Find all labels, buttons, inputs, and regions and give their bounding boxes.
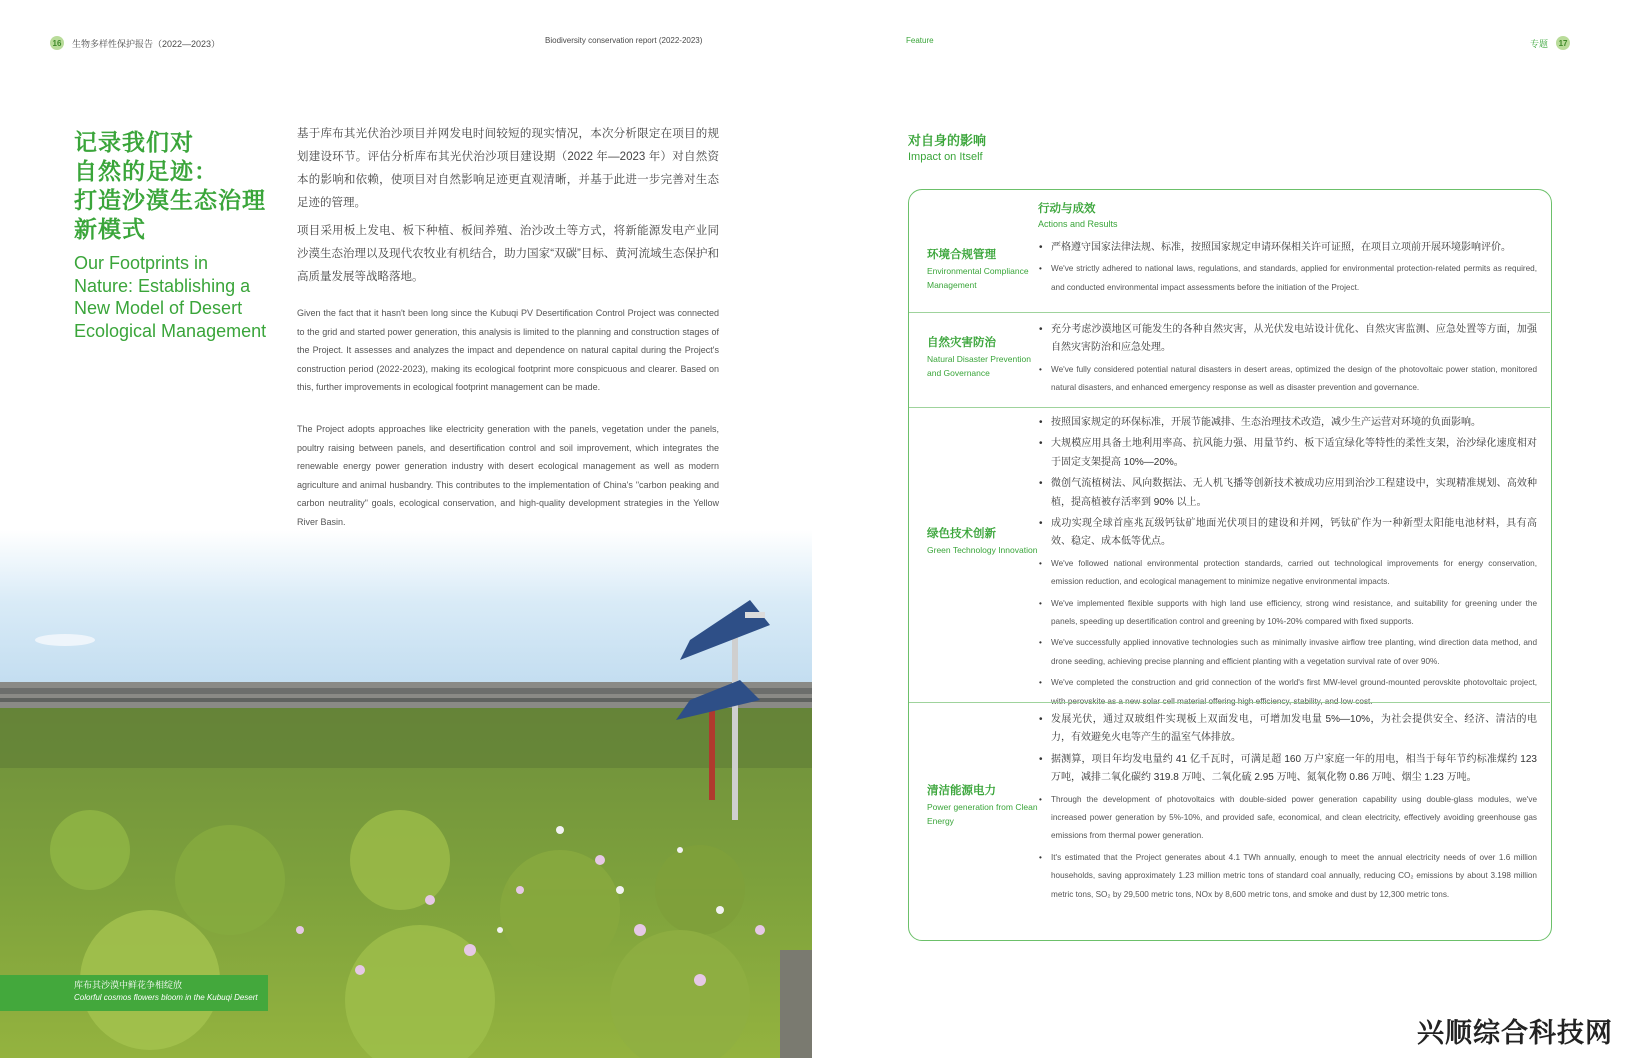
section-label-cn: 自然灾害防治 — [927, 337, 996, 349]
bullet-list — [1039, 414, 1537, 714]
impact-title-cn: 对自身的影响 — [908, 133, 987, 148]
list-item: • We've implemented flexible supports with high land use efficiency, strong wind resistance, and suitability for greening under the panels, speeding up desertification control and greening by 10%-20% compared with fixed supports. — [1039, 595, 1537, 632]
caption-en: Colorful cosmos flowers bloom in the Kubuqi Desert — [74, 993, 258, 1002]
site-watermark: 兴顺综合科技网 — [1417, 1018, 1613, 1048]
box-header-cn: 行动与成效 — [1038, 203, 1096, 215]
box-header — [1038, 200, 1118, 229]
paragraph-cn-2: 项目采用板上发电、板下种植、板间养殖、治沙改土等方式，将新能源发电产业同沙漠生态治理以及现代农牧业有机结合，助力国家“双碳”目标、黄河流域生态保护和高质量发展等战略落地。 — [297, 225, 719, 283]
section-label-cn: 清洁能源电力 — [927, 785, 996, 797]
feature-label-cn: 专题 — [1530, 38, 1549, 49]
section-environmental-compliance — [909, 235, 1550, 305]
section-label-en: Green Technology Innovation — [927, 545, 1038, 555]
title-en-line: New Model of Desert — [74, 298, 243, 318]
section-label — [927, 783, 1039, 828]
list-item: • We've followed national environmental protection standards, carried out technological improvements for energy conservation, emission reduction, and ecological management to minimize negative environmental impacts. — [1039, 555, 1537, 592]
title-cn-line: 记录我们对 — [74, 129, 194, 155]
section-label-en: Natural Disaster Prevention and Governance — [927, 354, 1031, 378]
feature-label: Feature — [906, 36, 934, 45]
list-item: • We've fully considered potential natural disasters in desert areas, optimized the design of the photovoltaic power station, monitored natural disasters, and enhanced emergency response as well as disaster prevention and governance. — [1039, 361, 1537, 398]
actions-results-box — [908, 189, 1552, 941]
list-item: • 大规模应用具备土地利用率高、抗风能力强、用量节约、板下适宜绿化等特性的柔性支架，治沙绿化速度相对于固定支架提高 10%—20%。 — [1039, 435, 1537, 472]
caption-cn: 库布其沙漠中鲜花争相绽放 — [74, 980, 183, 990]
paragraph-en-2: The Project adopts approaches like electricity generation with the panels, vegetation under the panels, poultry raising between panels, and desertification control and soil improvement, which integrates the renewable energy power generation industry with desert ecological management as well as modern agriculture and animal husbandry. This contributes to the implementation of China's "carbon peaking and carbon neutrality" goals, ecological conservation, and high-quality development strategies in the Yellow River Basin. — [297, 424, 719, 527]
right-page — [812, 0, 1625, 1058]
right-header — [1530, 36, 1570, 50]
list-item: • 据测算，项目年均发电量约 41 亿千瓦时，可满足超 160 万户家庭一年的用电，相当于每年节约标准煤约 123 万吨，减排二氧化碳约 319.8 万吨、二氧化硫 2.95 万吨、氮氧化物 0.86 万吨、烟尘 1.23 万吨。 — [1039, 751, 1537, 788]
title-en-line: Our Footprints in — [74, 253, 209, 273]
section-title-cn — [74, 128, 284, 244]
title-cn-line: 自然的足迹： — [74, 158, 218, 184]
paragraph-cn-1: 基于库布其光伏治沙项目并网发电时间较短的现实情况，本次分析限定在项目的规划建设环节。评估分析库布其光伏治沙项目建设期（2022 年—2023 年）对自然资本的影响和依赖，使项目对自然影响足迹更直观清晰，并基于此进一步完善对生态足迹的管理。 — [297, 128, 719, 209]
list-item: • We've strictly adhered to national laws, regulations, and standards, applied for environmental protection-related permits as required, and conducted environmental impact assessments before the initiation of the Project. — [1039, 260, 1537, 297]
list-item: • It's estimated that the Project generates about 4.1 TWh annually, enough to meet the annual electricity needs of over 1.6 million households, saving approximately 1.23 million metric tons of standard coal annually, reducing CO₂ emissions by about 3.198 million metric tons, SO₂ by 29,500 metric tons, NOx by 8,600 metric tons, and smoke and dust by 12,300 metric tons. — [1039, 849, 1537, 904]
page-number-left: 16 — [50, 36, 64, 50]
title-en-line: Ecological Management — [74, 320, 267, 341]
title-cn-line: 新模式 — [74, 216, 146, 242]
section-label — [927, 247, 1039, 292]
list-item: • 充分考虑沙漠地区可能发生的各种自然灾害，从光伏发电站设计优化、自然灾害监测、应急处置等方面，加强自然灾害防治和应急处理。 — [1039, 321, 1537, 358]
section-green-technology — [909, 407, 1550, 706]
page-number-right: 17 — [1556, 36, 1570, 50]
list-item: • We've successfully applied innovative technologies such as minimally invasive airflow tree planting, wind direction data method, and drone seeding, achieving precise planning and efficient planting with a vegetation survival rate of over 90%. — [1039, 634, 1537, 671]
list-item: • 成功实现全球首座兆瓦级钙钛矿地面光伏项目的建设和并网，钙钛矿作为一种新型太阳能电池材料，具有高效、稳定、成本低等优点。 — [1039, 515, 1537, 552]
list-item: • We've completed the construction and grid connection of the world's first MW-level ground-mounted perovskite photovoltaic project, with perovskite as a new solar cell material offering high efficiency, stability, and low cost. — [1039, 674, 1537, 711]
section-title-en — [74, 252, 284, 342]
list-item: • Through the development of photovoltaics with double-sided power generation capability using double-glass modules, we've increased power generation by 5%-10%, and provided safe, economical, and clean electricity, effectively avoiding greenhouse gas emissions from thermal power generation. — [1039, 791, 1537, 846]
section-label — [927, 526, 1039, 557]
list-item: • 微创气流植树法、风向数据法、无人机飞播等创新技术被成功应用到治沙工程建设中，实现精准规划、高效种植，提高植被存活率到 90% 以上。 — [1039, 475, 1537, 512]
left-page — [0, 0, 812, 1058]
section-label-cn: 绿色技术创新 — [927, 528, 996, 540]
photo-caption — [0, 975, 268, 1011]
list-item: • 发展光伏，通过双玻组件实现板上双面发电，可增加发电量 5%—10%，为社会提供安全、经济、清洁的电力，有效避免火电等产生的温室气体排放。 — [1039, 711, 1537, 748]
section-label-cn: 环境合规管理 — [927, 249, 996, 261]
list-item: • 按照国家规定的环保标准，开展节能减排、生态治理技术改造，减少生产运营对环境的负面影响。 — [1039, 414, 1537, 432]
bullet-list — [1039, 239, 1537, 300]
section-natural-disaster — [909, 312, 1550, 402]
box-header-en: Actions and Results — [1038, 219, 1118, 229]
section-label — [927, 335, 1039, 380]
title-cn-line: 打造沙漠生态治理 — [74, 187, 266, 213]
left-header — [50, 36, 220, 50]
title-en-line: Nature: Establishing a — [74, 275, 251, 296]
paragraph-en-1: Given the fact that it hasn't been long since the Kubuqi PV Desertification Control Project was connected to the grid and started power generation, this analysis is limited to the planning and construction stages of the Project. It assesses and analyzes the impact and dependence on natural capital during the Project's construction period (2022-2023), making its ecological footprint more conspicuous and clearer. Based on this, further improvements in ecological footprint management can be made. — [297, 308, 719, 393]
bullet-list — [1039, 321, 1537, 401]
report-title-en: Biodiversity conservation report (2022-2023) — [545, 36, 703, 45]
bullet-list — [1039, 711, 1537, 907]
report-title-cn: 生物多样性保护报告（2022—2023） — [72, 38, 221, 49]
section-label-en: Power generation from Clean Energy — [927, 802, 1038, 826]
list-item: • 严格遵守国家法律法规、标准，按照国家规定申请环保相关许可证照，在项目立项前开展环境影响评价。 — [1039, 239, 1537, 257]
impact-title-en: Impact on Itself — [908, 151, 983, 163]
section-clean-energy — [909, 702, 1550, 938]
section-label-en: Environmental Compliance Management — [927, 266, 1029, 290]
